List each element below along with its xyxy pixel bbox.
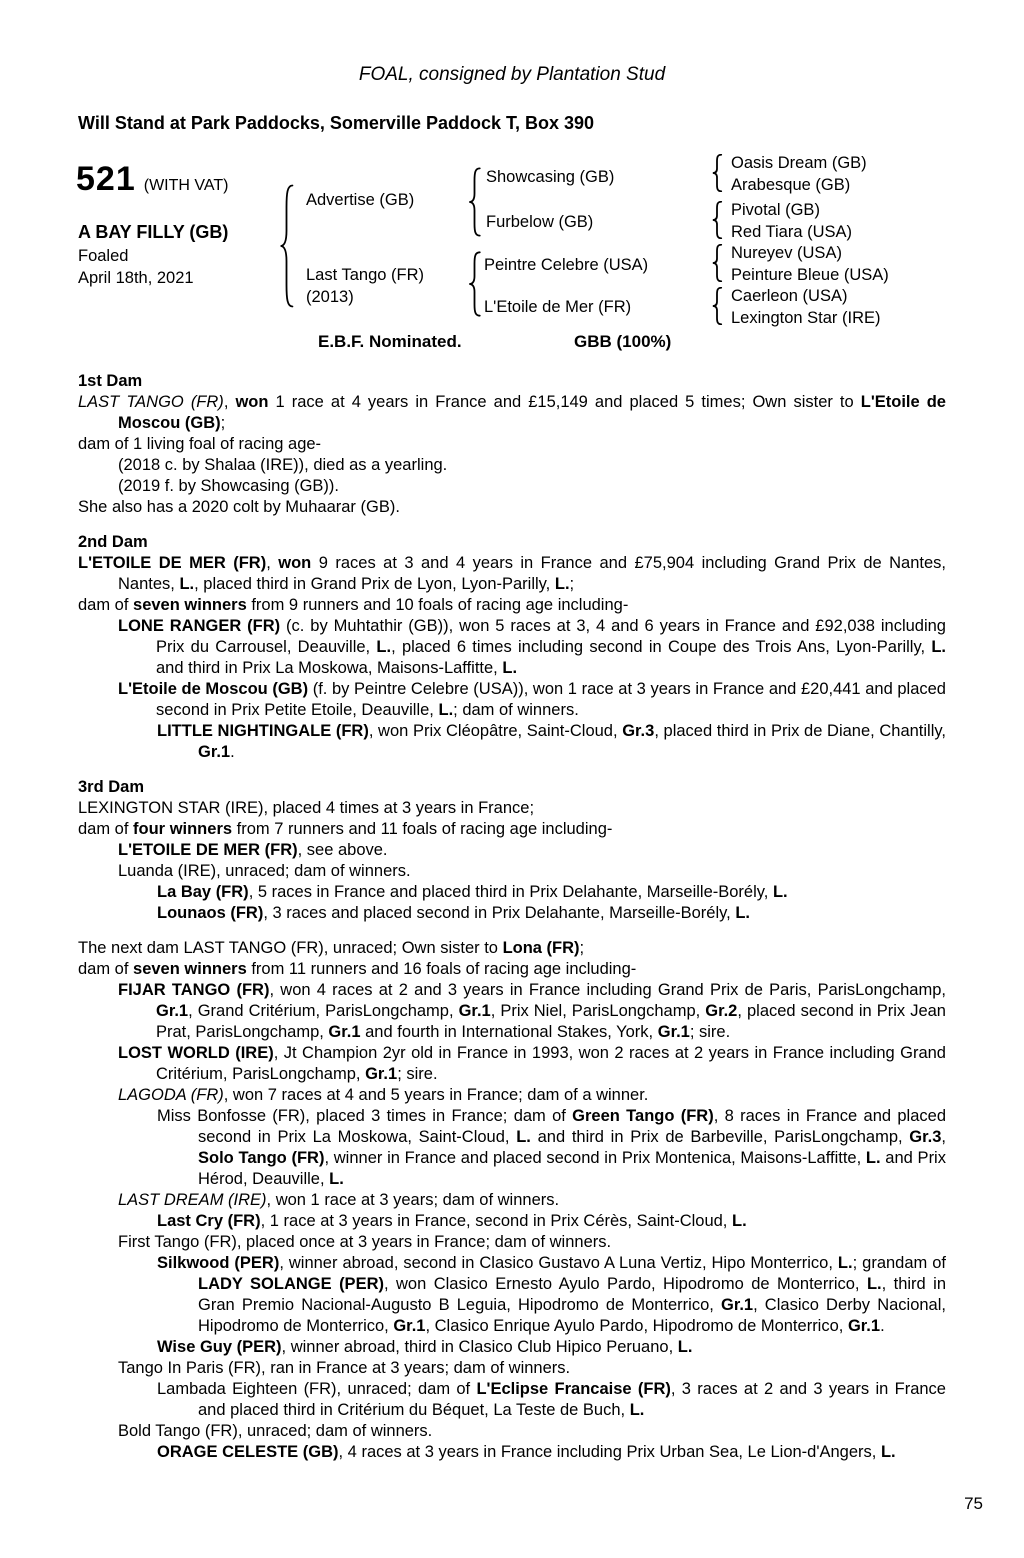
emphasis-run: L'Eclipse Francaise (FR): [476, 1380, 671, 1398]
pedigree-brace: [467, 167, 482, 237]
emphasis-run: LITTLE NIGHTINGALE (FR): [157, 722, 369, 740]
emphasis-run: L.: [376, 638, 392, 656]
text-run: (2019 f. by Showcasing (GB)).: [118, 477, 340, 495]
pedigree-paragraph: [78, 938, 946, 959]
text-run: , 4 races at 3 years in France including Prix Urban Sea, Le Lion-d'Angers,: [338, 1443, 881, 1461]
emphasis-run: L.: [880, 1443, 896, 1461]
pedigree-paragraph: [118, 861, 946, 882]
pedigree-paragraph: [118, 679, 946, 721]
pedigree-paragraph: [118, 1421, 946, 1442]
horse-description: A BAY FILLY (GB): [78, 222, 229, 242]
ebf-nominated-note: E.B.F. Nominated.: [318, 332, 462, 351]
text-run: , winner in France and placed second in Prix Montenica, Maisons-Laffitte,: [324, 1149, 866, 1167]
pedigree-brace: [467, 251, 482, 317]
dam-section-heading: 2nd Dam: [78, 533, 148, 551]
emphasis-run: Lona (FR): [502, 939, 580, 957]
text-run: , Prix Niel, ParisLongchamp,: [490, 1002, 706, 1020]
text-run: dam of 1 living foal of racing age-: [78, 435, 322, 453]
vat-note: (WITH VAT): [143, 177, 229, 194]
gp-name: Oasis Dream (GB): [731, 154, 867, 172]
text-run: 9 races at 3 and 4 years in France and £75,904 including Grand Prix de Nantes, Nantes,: [118, 554, 946, 593]
text-run: 1 race at 4 years in France and £15,149 and placed 5 times; Own sister to: [268, 393, 861, 411]
text-run: , third in Gran Premio Nacional-Augusto B Leguia, Hipodromo de Monterrico,: [198, 1275, 946, 1314]
pedigree-brace: [278, 183, 295, 309]
text-run: ; sire.: [397, 1065, 438, 1083]
emphasis-run: L.: [677, 1338, 693, 1356]
dam-year: (2013): [306, 288, 354, 306]
pedigree-paragraph: [118, 980, 946, 1043]
text-run: ; dam of winners.: [453, 701, 579, 719]
pedigree-brace: [711, 201, 723, 239]
text-run: dam of: [78, 960, 134, 978]
dam-section: [78, 371, 946, 518]
text-run: from 7 runners and 11 foals of racing age including-: [232, 820, 613, 838]
text-run: ,: [941, 1128, 946, 1146]
pedigree-paragraph: [78, 959, 946, 980]
pedigree-paragraph: [157, 1337, 946, 1358]
pedigree-paragraph: [78, 392, 946, 434]
pedigree-brace: [711, 287, 723, 325]
emphasis-run: Gr.1: [393, 1317, 426, 1335]
emphasis-run: LAGODA (FR): [118, 1086, 224, 1104]
dam-section: [78, 938, 946, 1463]
emphasis-run: L.: [179, 575, 195, 593]
emphasis-run: L.: [772, 883, 788, 901]
gp-name: Peinture Bleue (USA): [731, 266, 889, 284]
text-run: , placed third in Prix de Diane, Chantilly,: [654, 722, 946, 740]
pedigree-paragraph: [78, 434, 946, 455]
emphasis-run: Lounaos (FR): [157, 904, 264, 922]
emphasis-run: Gr.1: [328, 1023, 361, 1041]
text-run: , placed second in Prix Jean Prat, ParisLongchamp,: [156, 1002, 946, 1041]
pedigree-paragraph: [78, 553, 946, 595]
dam-section: [78, 777, 946, 924]
pedigree-paragraph: [157, 1379, 946, 1421]
emphasis-run: L.: [554, 575, 570, 593]
pedigree-paragraph: [157, 882, 946, 903]
text-run: , placed 6 times including second in Coupe des Trois Ans, Lyon-Parilly,: [391, 638, 932, 656]
emphasis-run: Gr.1: [657, 1023, 690, 1041]
lot-number: 521: [76, 160, 136, 198]
emphasis-run: L.: [837, 1254, 853, 1272]
text-run: ,: [266, 554, 279, 572]
text-run: , won Prix Cléopâtre, Saint-Cloud,: [368, 722, 623, 740]
text-run: , 1 race at 3 years in France, second in Prix Cérès, Saint-Cloud,: [260, 1212, 732, 1230]
emphasis-run: La Bay (FR): [157, 883, 249, 901]
text-run: , Jt Champion 2yr old in France in 1993, won 2 races at 2 years in France including Grand Critérium, ParisLongchamp,: [156, 1044, 946, 1083]
emphasis-run: Gr.1: [458, 1002, 491, 1020]
foaled-date: April 18th, 2021: [78, 269, 194, 287]
emphasis-run: LAST TANGO (FR): [78, 393, 224, 411]
pedigree-brace: [711, 244, 723, 282]
dam-section: [78, 532, 946, 763]
text-run: Luanda (IRE), unraced; dam of winners.: [118, 862, 411, 880]
emphasis-run: L.: [516, 1128, 531, 1146]
text-run: , 3 races and placed second in Prix Delahante, Marseille-Borély,: [263, 904, 736, 922]
text-run: , Grand Critérium, ParisLongchamp,: [188, 1002, 459, 1020]
text-run: from 9 runners and 10 foals of racing age including-: [246, 596, 629, 614]
emphasis-run: won: [278, 554, 312, 572]
text-run: ,: [223, 393, 236, 411]
pedigree-paragraph: [78, 819, 946, 840]
text-run: (f. by Peintre Celebre (USA)), won 1 race at 3 years in France and £20,441 and placed second in Prix Petite Etoile, Deauville,: [156, 680, 946, 719]
text-run: The next dam LAST TANGO (FR), unraced; Own sister to: [78, 939, 503, 957]
pedigree-paragraph: [118, 455, 946, 476]
emphasis-run: Gr.1: [365, 1065, 398, 1083]
text-run: , 5 races in France and placed third in Prix Delahante, Marseille-Borély,: [248, 883, 773, 901]
text-run: , Clasico Derby Nacional, Hipodromo de Monterrico,: [198, 1296, 946, 1335]
text-run: ; grandam of: [852, 1254, 947, 1272]
pedigree-paragraph: [118, 1085, 946, 1106]
emphasis-run: L.: [438, 701, 454, 719]
lot-row: [76, 160, 228, 199]
text-run: (2018 c. by Shalaa (IRE)), died as a yearling.: [118, 456, 448, 474]
text-run: LEXINGTON STAR (IRE), placed 4 times at 3 years in France;: [78, 799, 535, 817]
page-title: FOAL, consigned by Plantation Stud: [358, 64, 666, 85]
pedigree-paragraph: [118, 840, 946, 861]
text-run: , 8 races in France and placed second in Prix La Moskowa, Saint-Cloud,: [198, 1107, 946, 1146]
text-run: (c. by Muhtathir (GB)), won 5 races at 3, 4 and 6 years in France and £92,038 including Prix du Carrousel, Deauville,: [156, 617, 946, 656]
text-run: , placed third in Grand Prix de Lyon, Lyon-Parilly,: [194, 575, 555, 593]
text-run: dam of: [78, 596, 134, 614]
emphasis-run: Green Tango (FR): [572, 1107, 714, 1125]
text-run: ;: [569, 575, 575, 593]
sire-name: Advertise (GB): [306, 191, 415, 209]
emphasis-run: LADY SOLANGE (PER): [198, 1275, 384, 1293]
emphasis-run: L.: [329, 1170, 344, 1188]
emphasis-run: LONE RANGER (FR): [118, 617, 281, 635]
emphasis-run: L'Etoile de Moscou (GB): [118, 393, 946, 432]
text-run: Tango In Paris (FR), ran in France at 3 years; dam of winners.: [118, 1359, 571, 1377]
emphasis-run: L.: [931, 638, 947, 656]
emphasis-run: Last Cry (FR): [157, 1212, 261, 1230]
text-run: , won 7 races at 4 and 5 years in France; dam of a winner.: [223, 1086, 649, 1104]
gbb-note: GBB (100%): [574, 332, 672, 351]
text-run: , winner abroad, second in Clasico Gustavo A Luna Vertiz, Hipo Monterrico,: [279, 1254, 838, 1272]
page-number: 75: [964, 1494, 983, 1513]
gp-name: Pivotal (GB): [731, 201, 820, 219]
emphasis-run: L'ETOILE DE MER (FR): [118, 841, 298, 859]
emphasis-run: Gr.3: [909, 1128, 942, 1146]
emphasis-run: Gr.1: [156, 1002, 189, 1020]
emphasis-run: L.: [866, 1275, 882, 1293]
text-run: .: [230, 743, 235, 761]
gp-name: Caerleon (USA): [731, 287, 848, 305]
text-run: She also has a 2020 colt by Muhaarar (GB).: [78, 498, 400, 516]
emphasis-run: Gr.2: [705, 1002, 738, 1020]
emphasis-run: Gr.1: [198, 743, 231, 761]
pedigree-paragraph: [118, 1232, 946, 1253]
pedigree-paragraph: [157, 1442, 946, 1463]
catalogue-body: [78, 371, 946, 1463]
emphasis-run: Silkwood (PER): [157, 1254, 280, 1272]
pedigree-paragraph: [118, 1043, 946, 1085]
text-run: from 11 runners and 16 foals of racing age including-: [246, 960, 637, 978]
pedigree-brace: [711, 154, 723, 192]
gp-name: Arabesque (GB): [731, 176, 851, 194]
emphasis-run: LOST WORLD (IRE): [118, 1044, 274, 1062]
pedigree-paragraph: [157, 721, 946, 763]
emphasis-run: L.: [502, 659, 518, 677]
emphasis-run: L.: [629, 1401, 645, 1419]
pedigree-paragraph: [157, 903, 946, 924]
emphasis-run: Gr.1: [720, 1296, 754, 1314]
stand-location-line: Will Stand at Park Paddocks, Somerville Paddock T, Box 390: [78, 113, 595, 133]
emphasis-run: L.: [865, 1149, 881, 1167]
text-run: and Prix Hérod, Deauville,: [198, 1149, 946, 1188]
sire-dam-name: Furbelow (GB): [486, 213, 594, 231]
pedigree-paragraph: [118, 1358, 946, 1379]
emphasis-run: seven winners: [133, 596, 247, 614]
text-run: .: [880, 1317, 885, 1335]
text-run: and fourth in International Stakes, York,: [360, 1023, 658, 1041]
emphasis-run: won: [235, 393, 269, 411]
gp-name: Nureyev (USA): [731, 244, 842, 262]
text-run: Bold Tango (FR), unraced; dam of winners.: [118, 1422, 433, 1440]
text-run: , see above.: [297, 841, 388, 859]
emphasis-run: ORAGE CELESTE (GB): [157, 1443, 339, 1461]
dam-dam-name: L'Etoile de Mer (FR): [484, 298, 632, 316]
text-run: ; sire.: [689, 1023, 731, 1041]
emphasis-run: L.: [731, 1212, 747, 1230]
text-run: Lambada Eighteen (FR), unraced; dam of: [157, 1380, 477, 1398]
pedigree-paragraph: [118, 476, 946, 497]
text-run: and third in Prix La Moskowa, Maisons-Laffitte,: [156, 659, 503, 677]
text-run: , won 4 races at 2 and 3 years in France including Grand Prix de Paris, ParisLongchamp,: [269, 981, 946, 999]
text-run: , winner abroad, third in Clasico Club Hipico Peruano,: [281, 1338, 678, 1356]
dam-section-heading: 1st Dam: [78, 372, 143, 390]
emphasis-run: four winners: [133, 820, 233, 838]
pedigree-paragraph: [157, 1211, 946, 1232]
emphasis-run: Gr.1: [847, 1317, 881, 1335]
emphasis-run: seven winners: [133, 960, 247, 978]
gp-name: Red Tiara (USA): [731, 223, 853, 241]
text-run: and third in Prix de Barbeville, ParisLongchamp,: [530, 1128, 910, 1146]
emphasis-run: L.: [735, 904, 751, 922]
text-run: , 3 races at 2 and 3 years in France and placed third in Critérium du Béquet, La Teste de Buch,: [198, 1380, 946, 1419]
dam-section-heading: 3rd Dam: [78, 778, 145, 796]
text-run: Miss Bonfosse (FR), placed 3 times in France; dam of: [157, 1107, 573, 1125]
gp-name: Lexington Star (IRE): [731, 309, 881, 327]
emphasis-run: Solo Tango (FR): [198, 1149, 325, 1167]
text-run: ;: [220, 414, 226, 432]
pedigree-paragraph: [157, 1106, 946, 1190]
text-run: , Clasico Enrique Ayulo Pardo, Hipodromo de Monterrico,: [425, 1317, 848, 1335]
sire-sire-name: Showcasing (GB): [486, 168, 615, 186]
pedigree-paragraph: [78, 798, 946, 819]
emphasis-run: Wise Guy (PER): [157, 1338, 282, 1356]
text-run: dam of: [78, 820, 134, 838]
text-run: First Tango (FR), placed once at 3 years in France; dam of winners.: [118, 1233, 612, 1251]
emphasis-run: L'Etoile de Moscou (GB): [118, 680, 309, 698]
pedigree-paragraph: [78, 497, 946, 518]
pedigree-paragraph: [118, 1190, 946, 1211]
text-run: , won Clasico Ernesto Ayulo Pardo, Hipodromo de Monterrico,: [383, 1275, 867, 1293]
foaled-label: Foaled: [78, 247, 129, 265]
emphasis-run: Gr.3: [622, 722, 655, 740]
pedigree-paragraph: [157, 1253, 946, 1337]
emphasis-run: L'ETOILE DE MER (FR): [78, 554, 267, 572]
dam-sire-name: Peintre Celebre (USA): [484, 256, 649, 274]
text-run: , won 1 race at 3 years; dam of winners.: [266, 1191, 560, 1209]
pedigree-paragraph: [78, 595, 946, 616]
dam-name: Last Tango (FR): [306, 266, 424, 284]
emphasis-run: FIJAR TANGO (FR): [118, 981, 270, 999]
text-run: ;: [579, 939, 585, 957]
pedigree-paragraph: [118, 616, 946, 679]
emphasis-run: LAST DREAM (IRE): [118, 1191, 267, 1209]
